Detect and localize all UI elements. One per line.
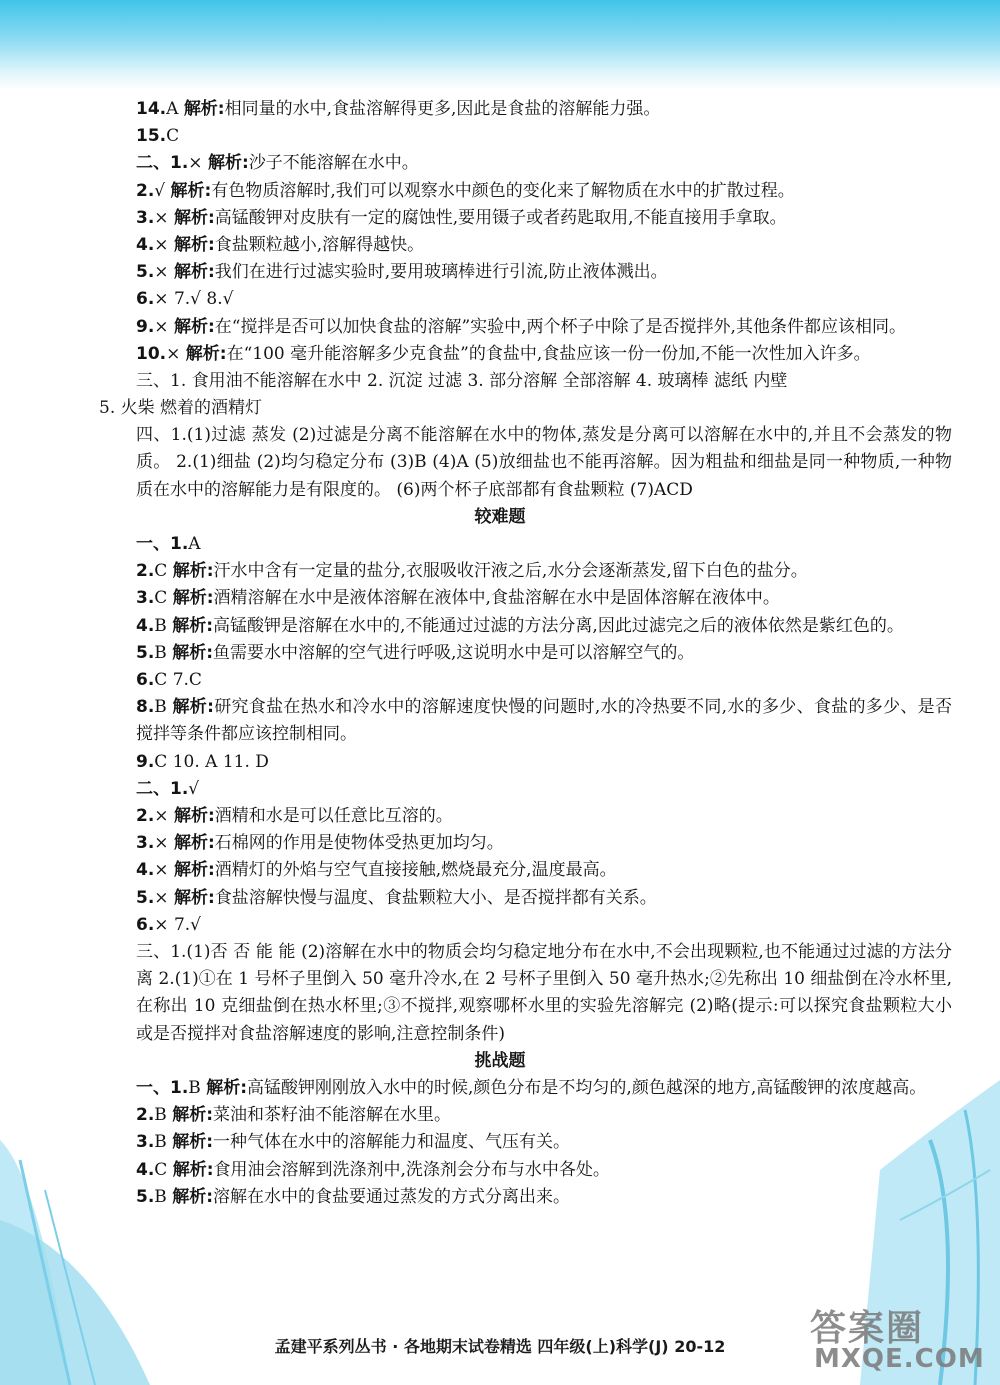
answer-item: 5.× 解析:食盐溶解快慢与温度、食盐颗粒大小、是否搅拌都有关系。 bbox=[136, 887, 657, 908]
answer-item-c1: 一、1.B 解析:高锰酸钾刚刚放入水中的时候,颜色分布是不均匀的,颜色越深的地方,高锰酸钾的浓度越高。 bbox=[136, 1077, 927, 1098]
answer-item: 2.× 解析:酒精和水是可以任意比互溶的。 bbox=[136, 805, 453, 826]
watermark-url: MXQE.COM bbox=[814, 1344, 985, 1374]
answer-section-three-cont: 5. 火柴 燃着的酒精灯 bbox=[99, 398, 263, 419]
section-heading-challenge: 挑战题 bbox=[474, 1050, 526, 1071]
answer-content bbox=[0, 96, 1000, 1211]
page-footer: 孟建平系列丛书 · 各地期末试卷精选 四年级(上)科学(J) 20-12 bbox=[274, 1337, 726, 1356]
answer-item: 6.× 7.√ bbox=[136, 914, 201, 935]
site-watermark bbox=[810, 1300, 995, 1380]
answer-item: 3.C 解析:酒精溶解在水中是液体溶解在液体中,食盐溶解在水中是固体溶解在液体中。 bbox=[136, 588, 780, 609]
top-decorative-band bbox=[0, 0, 1000, 90]
answer-item: 4.× 解析:食盐颗粒越小,溶解得越快。 bbox=[136, 234, 425, 255]
watermark-logo-text: 答案圈 bbox=[810, 1308, 925, 1349]
answer-section-three-hard: 三、1.(1)否 否 能 能 (2)溶解在水中的物质会均匀稳定地分布在水中,不会出现颗粒,也不能通过过滤的方法分离 2.(1)①在 1 号杯子里倒入 50 毫升冷水,在 2 号杯子里倒入 50 毫升热水;②先称出 10 细盐倒在冷水杯里,在称出 10 克细盐倒在热水杯里;③不搅拌,观察哪杯水里的实验先溶解完 (2)略(提示:可以探究食盐颗粒大小或是否搅拌对食盐溶解速度的影响,注意控制条件) bbox=[136, 941, 952, 1044]
answer-item: 3.B 解析:一种气体在水中的溶解能力和温度、气压有关。 bbox=[136, 1132, 571, 1153]
answer-item: 5.B 解析:鱼需要水中溶解的空气进行呼吸,这说明水中是可以溶解空气的。 bbox=[136, 642, 695, 663]
answer-item: 6.C 7.C bbox=[136, 670, 202, 691]
answer-item: 4.× 解析:酒精灯的外焰与空气直接接触,燃烧最充分,温度最高。 bbox=[136, 860, 617, 881]
answer-item: 2.C 解析:汗水中含有一定量的盐分,衣服吸收汗液之后,水分会逐渐蒸发,留下白色的盐分。 bbox=[136, 561, 808, 582]
answer-item: 二、1.× 解析:沙子不能溶解在水中。 bbox=[136, 153, 419, 174]
answer-item: 5.B 解析:溶解在水中的食盐要通过蒸发的方式分离出来。 bbox=[136, 1186, 571, 1207]
answer-item: 15.C bbox=[136, 126, 180, 147]
answer-item: 2.√ 解析:有色物质溶解时,我们可以观察水中颜色的变化来了解物质在水中的扩散过程。 bbox=[136, 180, 795, 201]
answer-item-9: 9.× 解析:在“搅拌是否可以加快食盐的溶解”实验中,两个杯子中除了是否搅拌外,其他条件都应该相同。 bbox=[136, 316, 906, 337]
answer-section-four: 四、1.(1)过滤 蒸发 (2)过滤是分离不能溶解在水中的物体,蒸发是分离可以溶解在水中的,并且不会蒸发的物质。 2.(1)细盐 (2)均匀稳定分布 (3)B (4)A (5)放细盐也不能再溶解。因为粗盐和细盐是同一种物质,一种物质在水中的溶解能力是有限度的。 (6)两个杯子底部都有食盐颗粒 (7)ACD bbox=[136, 425, 952, 500]
answer-item: 2.B 解析:菜油和茶籽油不能溶解在水里。 bbox=[136, 1105, 452, 1126]
answer-item: 6.× 7.√ 8.√ bbox=[136, 289, 234, 310]
answer-item-h4: 4.B 解析:高锰酸钾是溶解在水中的,不能通过过滤的方法分离,因此过滤完之后的液体依然是紫红色的。 bbox=[136, 615, 904, 636]
answer-item: 二、1.√ bbox=[136, 778, 200, 799]
answer-item: 5.× 解析:我们在进行过滤实验时,要用玻璃棒进行引流,防止液体溅出。 bbox=[136, 262, 668, 283]
answer-section-three: 三、1. 食用油不能溶解在水中 2. 沉淀 过滤 3. 部分溶解 全部溶解 4. 玻璃棒 滤纸 内壁 bbox=[136, 370, 788, 391]
answer-item: 一、1.A bbox=[136, 534, 201, 555]
answer-item: 4.C 解析:食用油会溶解到洗涤剂中,洗涤剂会分布与水中各处。 bbox=[136, 1159, 610, 1180]
section-heading-harder: 较难题 bbox=[474, 506, 526, 527]
answer-item: 9.C 10. A 11. D bbox=[136, 751, 269, 772]
answer-item-10: 10.× 解析:在“100 毫升能溶解多少克食盐”的食盐中,食盐应该一份一份加,不能一次性加入许多。 bbox=[136, 343, 871, 364]
answer-item-h8: 8.B 解析:研究食盐在热水和冷水中的溶解速度快慢的问题时,水的冷热要不同,水的多少、食盐的多少、是否搅拌等条件都应该控制相同。 bbox=[136, 697, 952, 745]
answer-item: 14.A 解析:相同量的水中,食盐溶解得更多,因此是食盐的溶解能力强。 bbox=[136, 99, 661, 119]
answer-item: 3.× 解析:石棉网的作用是使物体受热更加均匀。 bbox=[136, 833, 504, 854]
answer-item: 3.× 解析:高锰酸钾对皮肤有一定的腐蚀性,要用镊子或者药匙取用,不能直接用手拿取。 bbox=[136, 207, 787, 228]
